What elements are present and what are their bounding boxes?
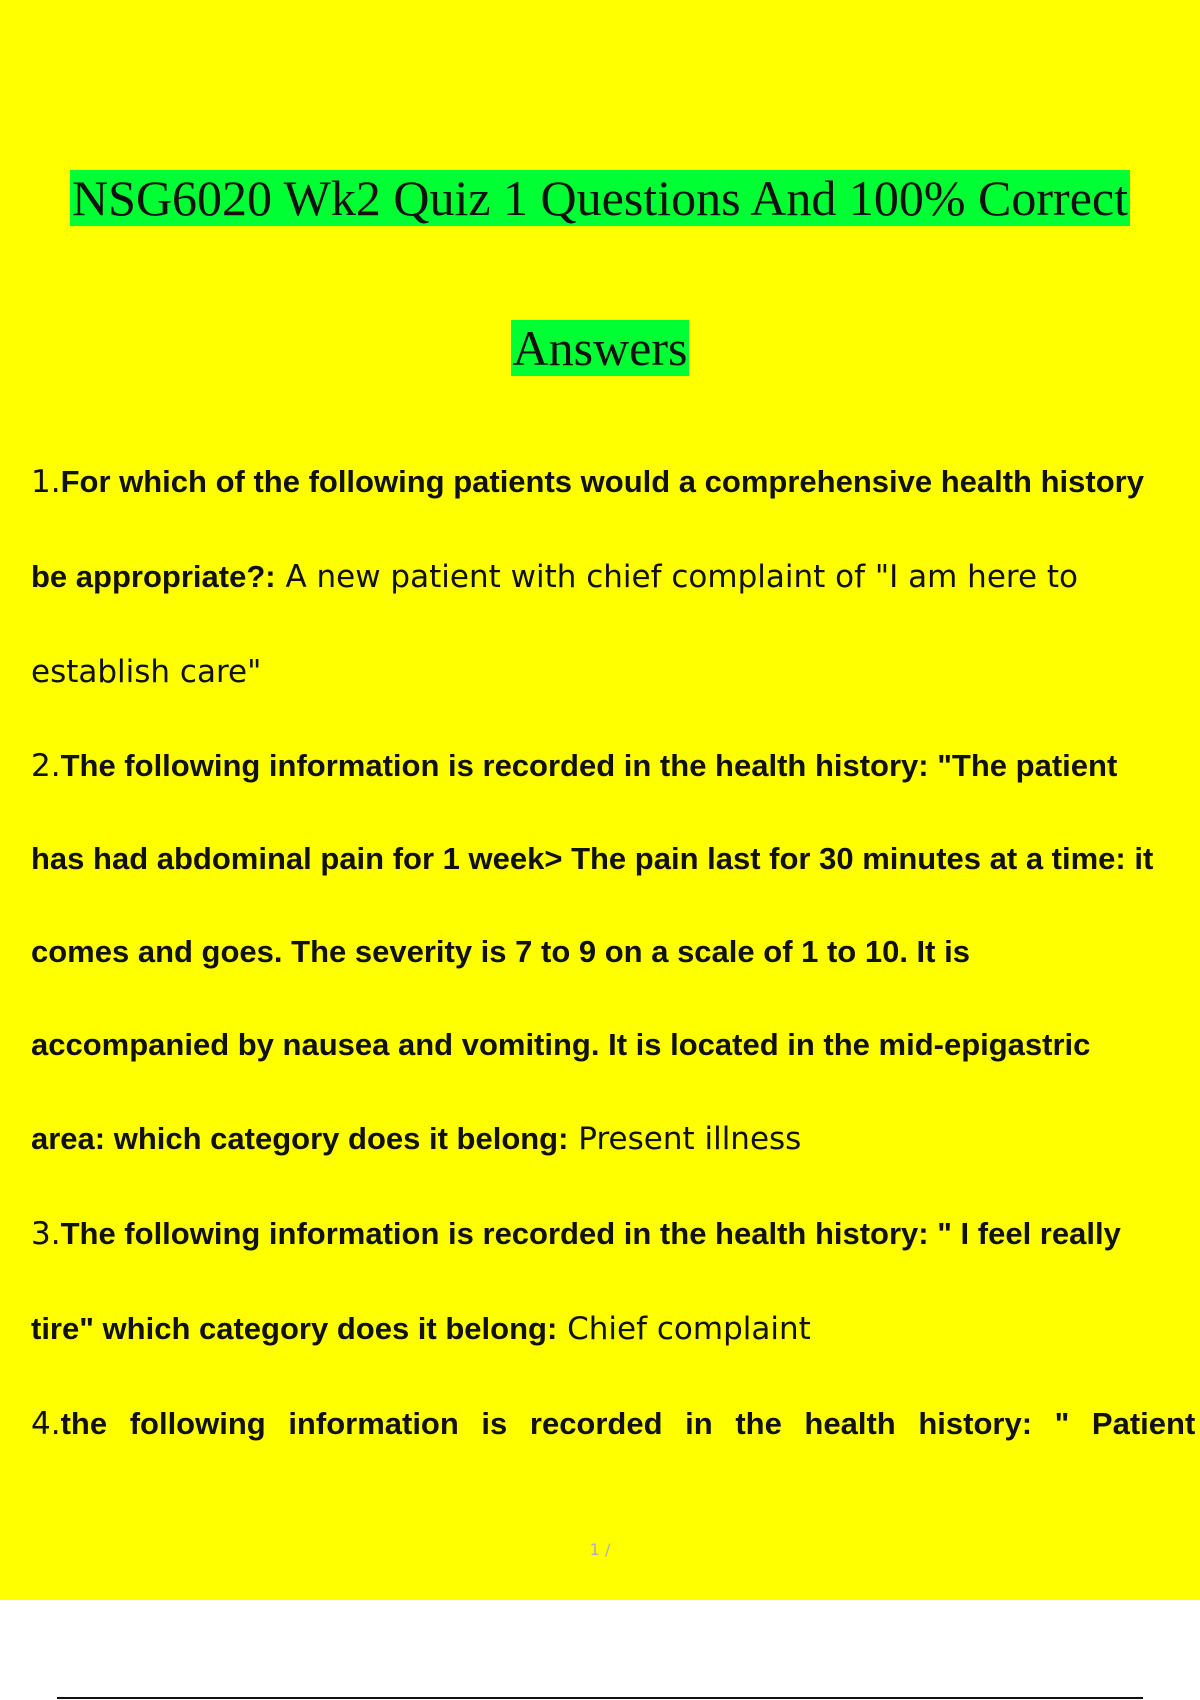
question-1-answer-part-1: A new patient with chief complaint of "I am here to	[275, 559, 1079, 595]
question-1-line-2	[31, 557, 1078, 597]
title-highlight-1: NSG6020 Wk2 Quiz 1 Questions And 100% Correct	[72, 170, 1128, 226]
question-2-text-part-3: comes and goes. The severity is 7 to 9 on a scale of 1 to 10. It is	[31, 934, 970, 969]
question-3-text-part-1: The following information is recorded in the health history: " I feel really	[60, 1216, 1121, 1251]
question-1-text-part-2: be appropriate?:	[31, 559, 276, 594]
question-1-answer-part-2: establish care"	[31, 654, 262, 690]
question-1-text-part-1: For which of the following patients would a comprehensive health history	[60, 464, 1144, 499]
question-2-line-4	[31, 1025, 1090, 1065]
question-2-line-5	[31, 1119, 801, 1159]
question-4-line-1	[31, 1404, 1195, 1444]
question-3-number: 3.	[31, 1216, 61, 1252]
question-3-answer: Chief complaint	[557, 1311, 811, 1347]
question-1-number: 1.	[31, 464, 61, 500]
question-3-line-1	[31, 1214, 1121, 1254]
question-2-line-2	[31, 839, 1153, 879]
question-2-answer: Present illness	[568, 1121, 802, 1157]
document-title-line-1	[0, 167, 1200, 229]
question-2-text-part-4: accompanied by nausea and vomiting. It is located in the mid-epigastric	[31, 1027, 1091, 1062]
question-1-line-1	[31, 462, 1144, 502]
question-2-line-1	[31, 746, 1117, 786]
question-3-line-2	[31, 1309, 811, 1349]
question-2-number: 2.	[31, 748, 61, 784]
question-2-line-3	[31, 932, 970, 972]
question-2-text-part-2: has had abdominal pain for 1 week> The pain last for 30 minutes at a time: it	[31, 841, 1154, 876]
page-number-marker: 1 /	[589, 1540, 611, 1559]
title-highlight-2: Answers	[512, 320, 688, 376]
question-4-text-part-1: the following information is recorded in the health history: " Patient	[60, 1406, 1196, 1441]
question-2-text-part-1: The following information is recorded in the health history: "The patient	[60, 748, 1118, 783]
document-title-line-2	[0, 317, 1200, 379]
question-3-text-part-2: tire" which category does it belong:	[31, 1311, 558, 1346]
question-4-number: 4.	[31, 1406, 61, 1442]
question-1-line-3	[31, 652, 261, 692]
question-2-text-part-5: area: which category does it belong:	[31, 1121, 569, 1156]
footer-divider	[57, 1697, 1143, 1699]
